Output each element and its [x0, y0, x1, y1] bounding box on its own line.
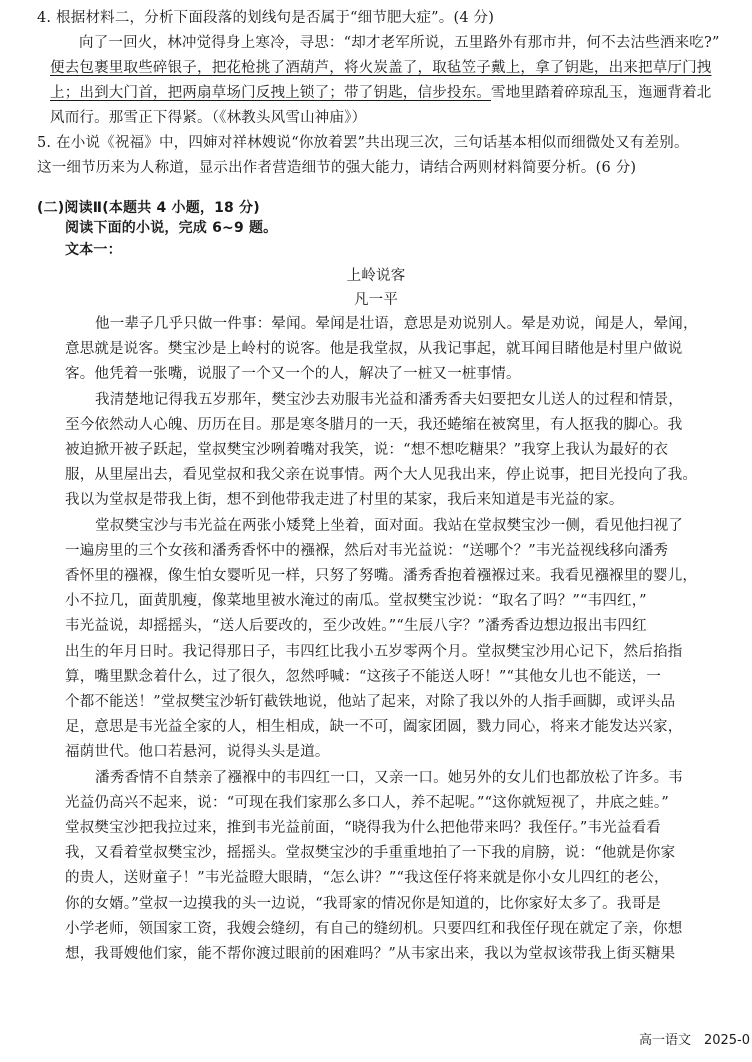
section-instruction: 阅读下面的小说，完成 6~9 题。	[65, 220, 278, 236]
story-line: 他一辈子几乎只做一件事：晕闻。晕闻是壮语，意思是劝说别人。晕是劝说，闻是人，晕闻，	[95, 316, 698, 332]
story-line: 香怀里的襁褓，像生怕女婴听见一样，只努了努嘴。潘秀香抱着襁褓过来。我看见襁褓里的婴儿，	[65, 568, 698, 584]
story-line: 潘秀香情不自禁亲了襁褓中的韦四红一口，又亲一口。她另外的女儿们也都放松了许多。韦	[95, 769, 683, 786]
story-line: 福荫世代。他口若悬河，说得头头是道。	[65, 744, 330, 761]
question-4-passage-line-3	[50, 83, 712, 103]
question-5-line-2: 这一细节历来为人称道，显示出作者营造细节的强大能力，请结合两则材料简要分析。(6 分)	[37, 160, 637, 176]
story-line: 至今依然动人心魄、历历在目。那是寒冬腊月的一天，我还蜷缩在被窝里，有人抠我的脚心。我	[65, 416, 683, 433]
page-footer: 高一语文 2025-0	[638, 1033, 750, 1048]
story-line: 的贵人，送财童子！”韦光益瞪大眼睛，“怎么讲？”“我这侄仔将来就是你小女儿四红的老公，	[65, 870, 669, 887]
question-4-passage-line-1: 向了一回火，林冲觉得身上寒冷，寻思：“却才老军所说，五里路外有那市井，何不去沽些酒来吃?”	[79, 35, 720, 51]
story-line: 足，意思是韦光益全家的人，相生相成，缺一不可，阖家团圆，戮力同心，将来才能发达兴家，	[65, 719, 683, 736]
story-line: 我以为堂叔是带我上街，想不到他带我走进了村里的某家，我后来知道是韦光益的家。	[65, 492, 624, 509]
story-line: 你的女婿。”堂叔一边摸我的头一边说，“我哥家的情况你是知道的，比你家好太多了。我哥是	[65, 895, 661, 912]
story-line: 被迫掀开被子跃起，堂叔樊宝沙咧着嘴对我笑，说：“想不想吃糖果？”我穿上我认为最好的衣	[65, 442, 669, 458]
question-4-underlined-line-2: 上；出到大门首，把两扇草场门反拽上锁了；带了钥匙，信步投东。	[50, 85, 491, 101]
story-line: 小不拉几，面黄肌瘦，像菜地里被水淹过的南瓜。堂叔樊宝沙说：“取名了吗？”“韦四红，”	[65, 593, 647, 610]
text-one-label: 文本一：	[65, 242, 122, 258]
story-line: 我清楚地记得我五岁那年，樊宝沙去劝服韦光益和潘秀香夫妇要把女儿送人的过程和情景，	[95, 391, 683, 408]
story-line: 堂叔樊宝沙与韦光益在两张小矮凳上坐着，面对面。我站在堂叔樊宝沙一侧，看见他扫视了	[95, 517, 683, 534]
story-line: 想，我哥嫂他们家，能不帮你渡过眼前的困难吗？”从韦家出来，我以为堂叔该带我上街买糖果	[65, 946, 676, 962]
question-4-underlined-line-1: 便去包裹里取些碎银子，把花枪挑了酒葫芦，将火炭盖了，取毡笠子戴上，拿了钥匙，出来把草厅门拽	[50, 60, 712, 76]
story-line: 一遍房里的三个女孩和潘秀香怀中的襁褓，然后对韦光益说：“送哪个？”韦光益视线移向潘秀	[65, 542, 669, 559]
story-line: 服，从里屋出去，看见堂叔和我父亲在说事情。两个大人见我出来，停止说事，把目光投向了我。	[65, 467, 698, 484]
question-4-prompt: 4. 根据材料二，分析下面段落的划线句是否属于“细节肥大症”。(4 分)	[37, 10, 495, 26]
story-line: 堂叔樊宝沙把我拉过来，推到韦光益前面，“晓得我为什么把他带来吗？我侄仔。”韦光益看看	[65, 820, 661, 836]
story-line: 光益仍高兴不起来，说：“可现在我们家那么多口人，养不起呢。”“这你就短视了，井底之蛙。”	[65, 794, 669, 811]
story-line: 个都不能送！”堂叔樊宝沙斩钉截铁地说，他站了起来，对除了我以外的人指手画脚，或评头品	[65, 694, 676, 710]
question-4-passage-continuation: 雪地里踏着碎琼乱玉，迤逦背着北	[491, 85, 712, 101]
story-line: 出生的年月日时。我记得那日子，韦四红比我小五岁零两个月。堂叔樊宝沙用心记下，然后掐指	[65, 643, 683, 660]
story-line: 我，又看着堂叔樊宝沙，摇摇头。堂叔樊宝沙的手重重地拍了一下我的肩膀，说：“他就是你家	[65, 845, 676, 862]
story-line: 韦光益说，却摇摇头，“送人后要改的，至少改姓。”“生辰八字？”潘秀香边想边报出韦四红	[65, 618, 647, 635]
story-line: 客。他凭着一张嘴，说服了一个又一个的人，解决了一桩又一桩事情。	[65, 366, 521, 383]
question-5-line-1: 5. 在小说《祝福》中，四婶对祥林嫂说“你放着罢”共出现三次，三句话基本相似而细微处又有差别。	[37, 135, 689, 151]
question-4-passage-line-4: 风而行。那雪正下得紧。（《林教头风雪山神庙》）	[50, 110, 367, 126]
section-title: (二)阅读Ⅱ(本题共 4 小题，18 分)	[37, 200, 260, 216]
story-line: 意思就是说客。樊宝沙是上岭村的说客。他是我堂叔，从我记事起，就耳闻目睹他是村里户做说	[65, 341, 683, 358]
story-line: 小学老师，领国家工资，我嫂会缝纫，有自己的缝纫机。只要四红和我侄仔现在就定了亲，你想	[65, 920, 683, 937]
story-line: 算，嘴里默念着什么，过了很久，忽然呼喊：“这孩子不能送人呀！”“其他女儿也不能送，一	[65, 668, 662, 685]
story-title: 上岭说客	[346, 268, 406, 284]
story-author: 凡一平	[353, 292, 399, 308]
